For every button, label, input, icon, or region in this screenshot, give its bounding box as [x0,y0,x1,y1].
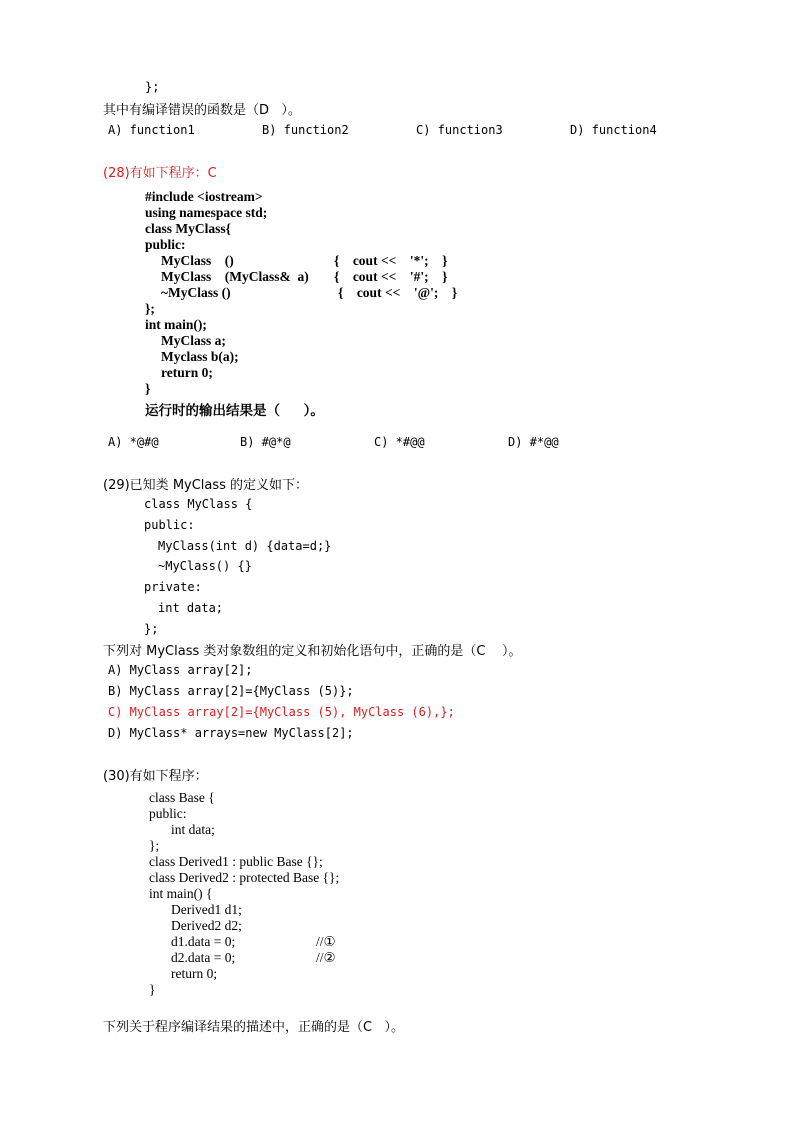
code-line: d1.data = 0; [171,934,236,949]
option-b: B) MyClass array[2]={MyClass (5)}; [108,684,354,698]
code-line: MyClass a; [161,333,226,348]
code-line: }; [144,622,159,636]
code-line: public: [149,806,187,821]
code-line: return 0; [161,365,213,380]
code-line: class MyClass { [144,497,253,511]
option-d: D) function4 [570,123,657,137]
code-line: } [145,381,151,396]
option-a: A) *@#@ [108,435,159,449]
code-body: { cout << '@'; } [338,285,458,300]
code-line: #include <iostream> [145,189,263,204]
code-line: MyClass () [161,253,234,268]
code-line: int main(); [145,317,207,332]
code-line: public: [145,237,186,252]
code-end: }; [145,80,160,94]
code-line: }; [145,301,155,316]
code-line: class Base { [149,790,215,805]
code-line: int data; [171,822,215,837]
code-line: d2.data = 0; [171,950,236,965]
code-line: ~MyClass() {} [158,559,252,573]
code-line: using namespace std; [145,205,268,220]
code-body: { cout << '#'; } [334,269,448,284]
code-line: MyClass (MyClass& a) [161,269,309,284]
code-line: } [149,982,156,997]
option-b: B) function2 [262,123,349,137]
code-line: }; [149,838,160,853]
option-c: C) function3 [416,123,503,137]
code-line: private: [144,580,202,594]
option-a: A) MyClass array[2]; [108,663,253,677]
question-text: 下列对 MyClass 类对象数组的定义和初始化语句中，正确的是（C ）。 [103,644,522,659]
code-comment: //② [316,950,336,965]
question-title: (29)已知类 MyClass 的定义如下： [103,478,309,493]
code-body: { cout << '*'; } [334,253,448,268]
code-line: class Derived2 : protected Base {}; [149,870,340,885]
code-line: 运行时的输出结果是（ ）。 [145,403,324,418]
option-a: A) function1 [108,123,195,137]
question-title: (30)有如下程序： [103,769,208,784]
question-text: 其中有编译错误的函数是（D ）。 [103,103,301,118]
option-d: D) MyClass* arrays=new MyClass[2]; [108,726,354,740]
code-line: int main() { [149,886,213,901]
code-line: Myclass b(a); [161,349,239,364]
code-comment: //① [316,934,336,949]
code-line: return 0; [171,966,218,981]
option-c-correct: C) MyClass array[2]={MyClass (5), MyClass (6),}; [108,705,455,719]
code-line: public: [144,518,195,532]
option-b: B) #@*@ [240,435,291,449]
option-d: D) #*@@ [508,435,559,449]
code-line: Derived1 d1; [171,902,242,917]
code-line: Derived2 d2; [171,918,242,933]
question-text: 下列关于程序编译结果的描述中，正确的是（C ）。 [103,1020,404,1035]
question-title: (28)有如下程序：C [103,166,217,181]
code-line: ~MyClass () [161,285,231,300]
option-c: C) *#@@ [374,435,425,449]
code-line: class Derived1 : public Base {}; [149,854,323,869]
code-line: MyClass(int d) {data=d;} [158,539,332,553]
code-line: class MyClass{ [145,221,231,236]
code-line: int data; [158,601,224,615]
